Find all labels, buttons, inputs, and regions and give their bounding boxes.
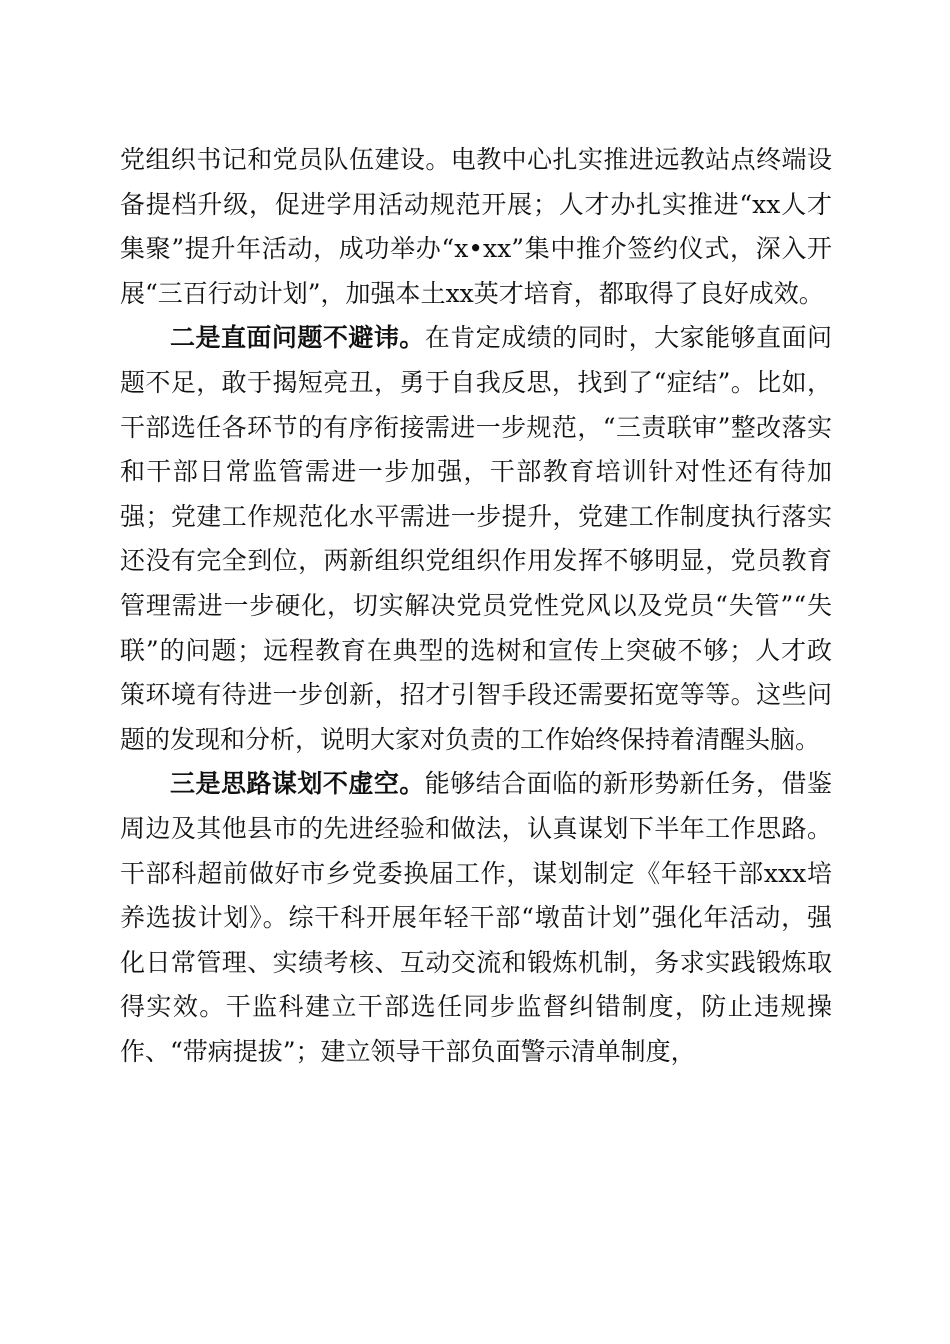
paragraph-planning	[120, 762, 832, 1074]
paragraph-text: 党组织书记和党员队伍建设。电教中心扎实推进远教站点终端设备提档升级，促进学用活动规范开展；人才办扎实推进“xx人才集聚”提升年活动，成功举办“x•xx”集中推介签约仪式，深入开展“三百行动计划”，加强本土xx英才培育，都取得了良好成效。	[120, 145, 832, 308]
paragraph-heading: 三是思路谋划不虚空。	[170, 769, 425, 799]
document-body	[120, 138, 832, 1074]
paragraph-text: 能够结合面临的新形势新任务，借鉴周边及其他县市的先进经验和做法，认真谋划下半年工作思路。干部科超前做好市乡党委换届工作，谋划制定《年轻干部xxx培养选拔计划》。综干科开展年轻干部“墩苗计划”强化年活动，强化日常管理、实绩考核、互动交流和锻炼机制，务求实践锻炼取得实效。干监科建立干部选任同步监督纠错制度，防止违规操作、“带病提拔”；建立领导干部负面警示清单制度，	[120, 769, 832, 1066]
paragraph-continuation	[120, 138, 832, 316]
paragraph-text: 在肯定成绩的同时，大家能够直面问题不足，敢于揭短亮丑，勇于自我反思，找到了“症结”。比如，干部选任各环节的有序衔接需进一步规范，“三责联审”整改落实和干部日常监管需进一步加强，干部教育培训针对性还有待加强；党建工作规范化水平需进一步提升，党建工作制度执行落实还没有完全到位，两新组织党组织作用发挥不够明显，党员教育管理需进一步硬化，切实解决党员党性党风以及党员“失管”“失联”的问题；远程教育在典型的选树和宣传上突破不够；人才政策环境有待进一步创新，招才引智手段还需要拓宽等等。这些问题的发现和分析，说明大家对负责的工作始终保持着清醒头脑。	[120, 323, 832, 754]
paragraph-heading: 二是直面问题不避讳。	[170, 323, 425, 353]
paragraph-problems	[120, 316, 832, 762]
